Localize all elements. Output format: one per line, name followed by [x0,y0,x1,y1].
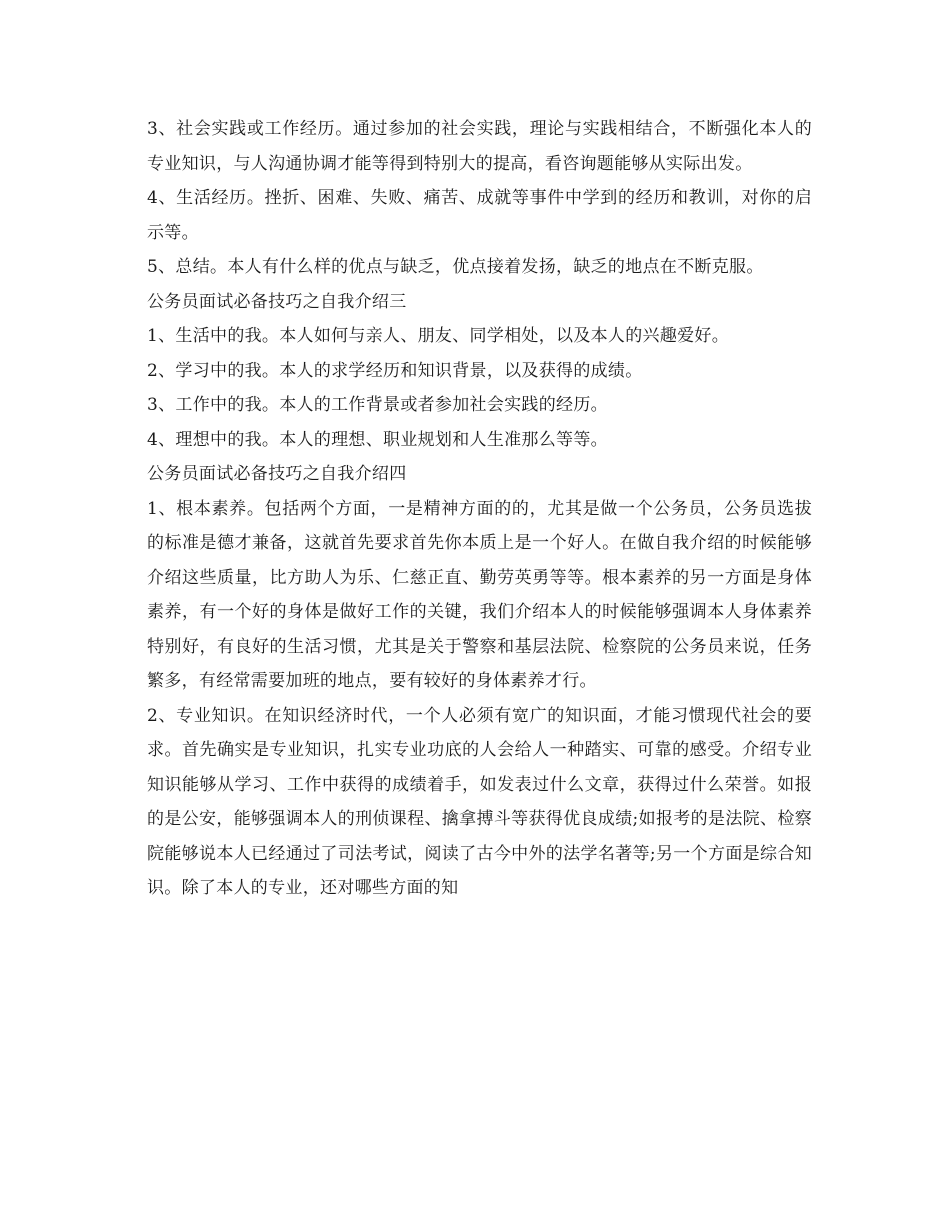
paragraph-life-experience: 4、生活经历。挫折、困难、失败、痛苦、成就等事件中学到的经历和教训，对你的启示等。 [147,188,812,243]
section-heading-intro-four: 公务员面试必备技巧之自我介绍四 [147,464,407,484]
paragraph-summary: 5、总结。本人有什么样的优点与缺乏，优点接着发扬，缺乏的地点在不断克服。 [147,257,764,277]
paragraph-me-in-study: 2、学习中的我。本人的求学经历和知识背景，以及获得的成绩。 [147,360,643,381]
paragraph-practice-experience: 3、社会实践或工作经历。通过参加的社会实践，理论与实践相结合，不断强化本人的专业知识，与人沟通协调才能等得到特别大的提高，看咨询题能够从实际出发。 [147,119,812,174]
paragraph-me-at-work: 3、工作中的我。本人的工作背景或者参加社会实践的经历。 [147,395,608,415]
paragraph-basic-qualities: 1、根本素养。包括两个方面，一是精神方面的的，尤其是做一个公务员，公务员选拔的标准是德才兼备，这就首先要求首先你本质上是一个好人。在做自我介绍的时候能够介绍这些质量，比方助人为乐、仁慈正直、勤劳英勇等等。根本素养的另一方面是身体素养，有一个好的身体是做好工作的关键，我们介绍本人的时候能够强调本人身体素养特别好，有良好的生活习惯，尤其是关于警察和基层法院、检察院的公务员来说，任务繁多，有经常需要加班的地点，要有较好的身体素养才行。 [147,498,812,691]
paragraph-professional-knowledge: 2、专业知识。在知识经济时代，一个人必须有宽广的知识面，才能习惯现代社会的要求。首先确实是专业知识，扎实专业功底的人会给人一种踏实、可靠的感受。介绍专业知识能够从学习、工作中获得的成绩着手，如发表过什么文章，获得过什么荣誉。如报的是公安，能够强调本人的刑侦课程、擒拿搏斗等获得优良成绩;如报考的是法院、检察院能够说本人已经通过了司法考试，阅读了古今中外的法学名著等;另一个方面是综合知识。除了本人的专业，还对哪些方面的知 [147,705,812,898]
section-heading-intro-three: 公务员面试必备技巧之自我介绍三 [147,291,407,312]
document-body [147,112,812,906]
paragraph-me-in-ideals: 4、理想中的我。本人的理想、职业规划和人生准那么等等。 [147,429,608,450]
paragraph-me-in-life: 1、生活中的我。本人如何与亲人、朋友、同学相处，以及本人的兴趣爱好。 [147,326,730,346]
